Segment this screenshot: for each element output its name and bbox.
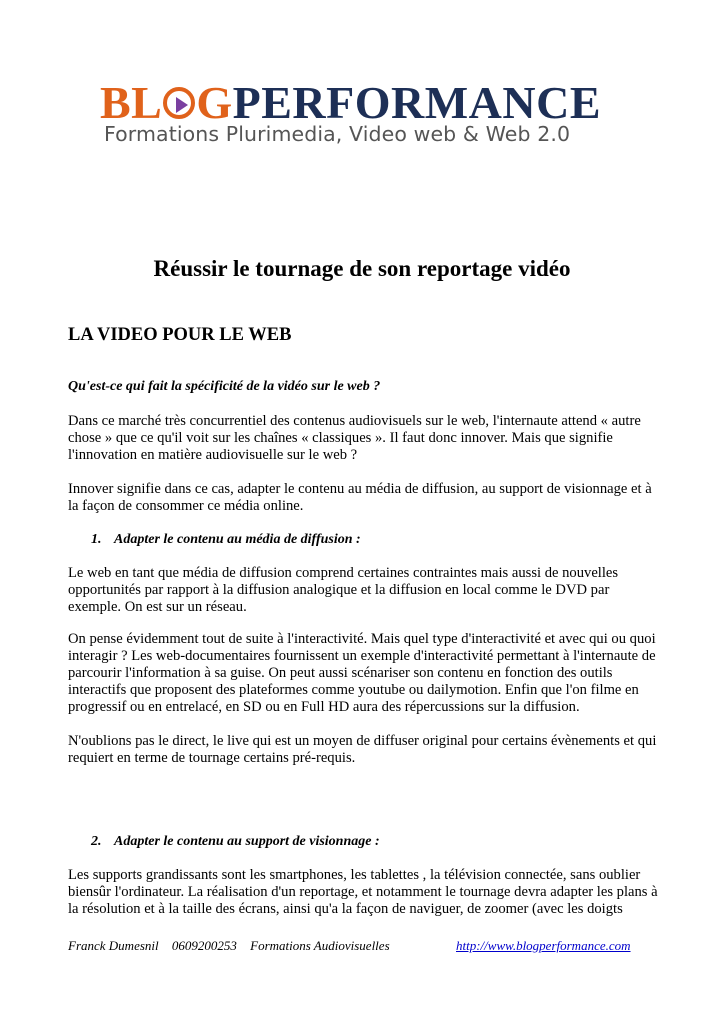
paragraph: Les supports grandissants sont les smartphones, les tablettes , la télévision connectée, sans oublier biensûr l'ordinateur. La réalisation d'un reportage, et notamment le tournage devra adapter les plans à la résolution et à la taille des écrans, ainsi qu'a la façon de naviguer, de zoomer (avec les doigts — [68, 867, 658, 917]
logo-performance-part: PERFORMANCE — [232, 77, 602, 128]
section-heading: LA VIDEO POUR LE WEB — [68, 325, 292, 345]
list-item-2 — [91, 834, 380, 850]
paragraph: Le web en tant que média de diffusion comprend certaines contraintes mais aussi de nouvelles opportunités par rapport à la diffusion analogique et la diffusion en local comme le DVD par exemple. On est sur un réseau. — [68, 565, 619, 615]
list-item-1 — [91, 532, 361, 548]
logo-blog-part2: G — [196, 77, 233, 128]
document-title: Réussir le tournage de son reportage vidéo — [153, 256, 571, 281]
paragraph: On pense évidemment tout de suite à l'interactivité. Mais quel type d'interactivité et avec qui ou quoi interagir ? Les web-documentaires fournissent un exemple d'interactivité permettant à l'internaute de parcourir l'information à sa guise. On peut aussi scénariser son contenu en fonction des outils interactifs que proposent des plateformes comme youtube ou dailymotion. Enfin que l'on filme en progressif ou en entrelacé, en SD ou en Full HD aura des répercussions sur la diffusion. — [68, 631, 656, 715]
footer-website-link[interactable]: http://www.blogperformance.com — [456, 938, 631, 953]
play-icon — [163, 87, 195, 119]
paragraph: N'oublions pas le direct, le live qui est un moyen de diffuser original pour certains évènements et qui requiert en terme de tournage certains pré-requis. — [68, 733, 657, 766]
footer-phone: 0609200253 — [171, 938, 237, 953]
logo-wordmark — [100, 77, 602, 128]
question-heading: Qu'est-ce qui fait la spécificité de la vidéo sur le web ? — [68, 379, 381, 394]
footer-org: Formations Audiovisuelles — [250, 938, 390, 953]
logo-blog-part1: BL — [100, 77, 163, 128]
page-footer — [68, 938, 648, 954]
footer-author: Franck Dumesnil — [68, 938, 159, 953]
logo-tagline: Formations Plurimedia, Video web & Web 2.0 — [104, 122, 571, 146]
blogperformance-logo — [100, 77, 630, 150]
list-number: 1. — [91, 532, 102, 547]
list-item-text: Adapter le contenu au média de diffusion : — [114, 532, 361, 547]
list-number: 2. — [91, 834, 102, 849]
list-item-text: Adapter le contenu au support de visionnage : — [114, 834, 380, 849]
paragraph: Innover signifie dans ce cas, adapter le contenu au média de diffusion, au support de visionnage et à la façon de consommer ce média online. — [68, 481, 652, 514]
paragraph: Dans ce marché très concurrentiel des contenus audiovisuels sur le web, l'internaute attend « autre chose » que ce qu'il voit sur les chaînes « classiques ». Il faut donc innover. Mais que signifie l'innovation en matière audiovisuelle sur le web ? — [68, 413, 641, 463]
